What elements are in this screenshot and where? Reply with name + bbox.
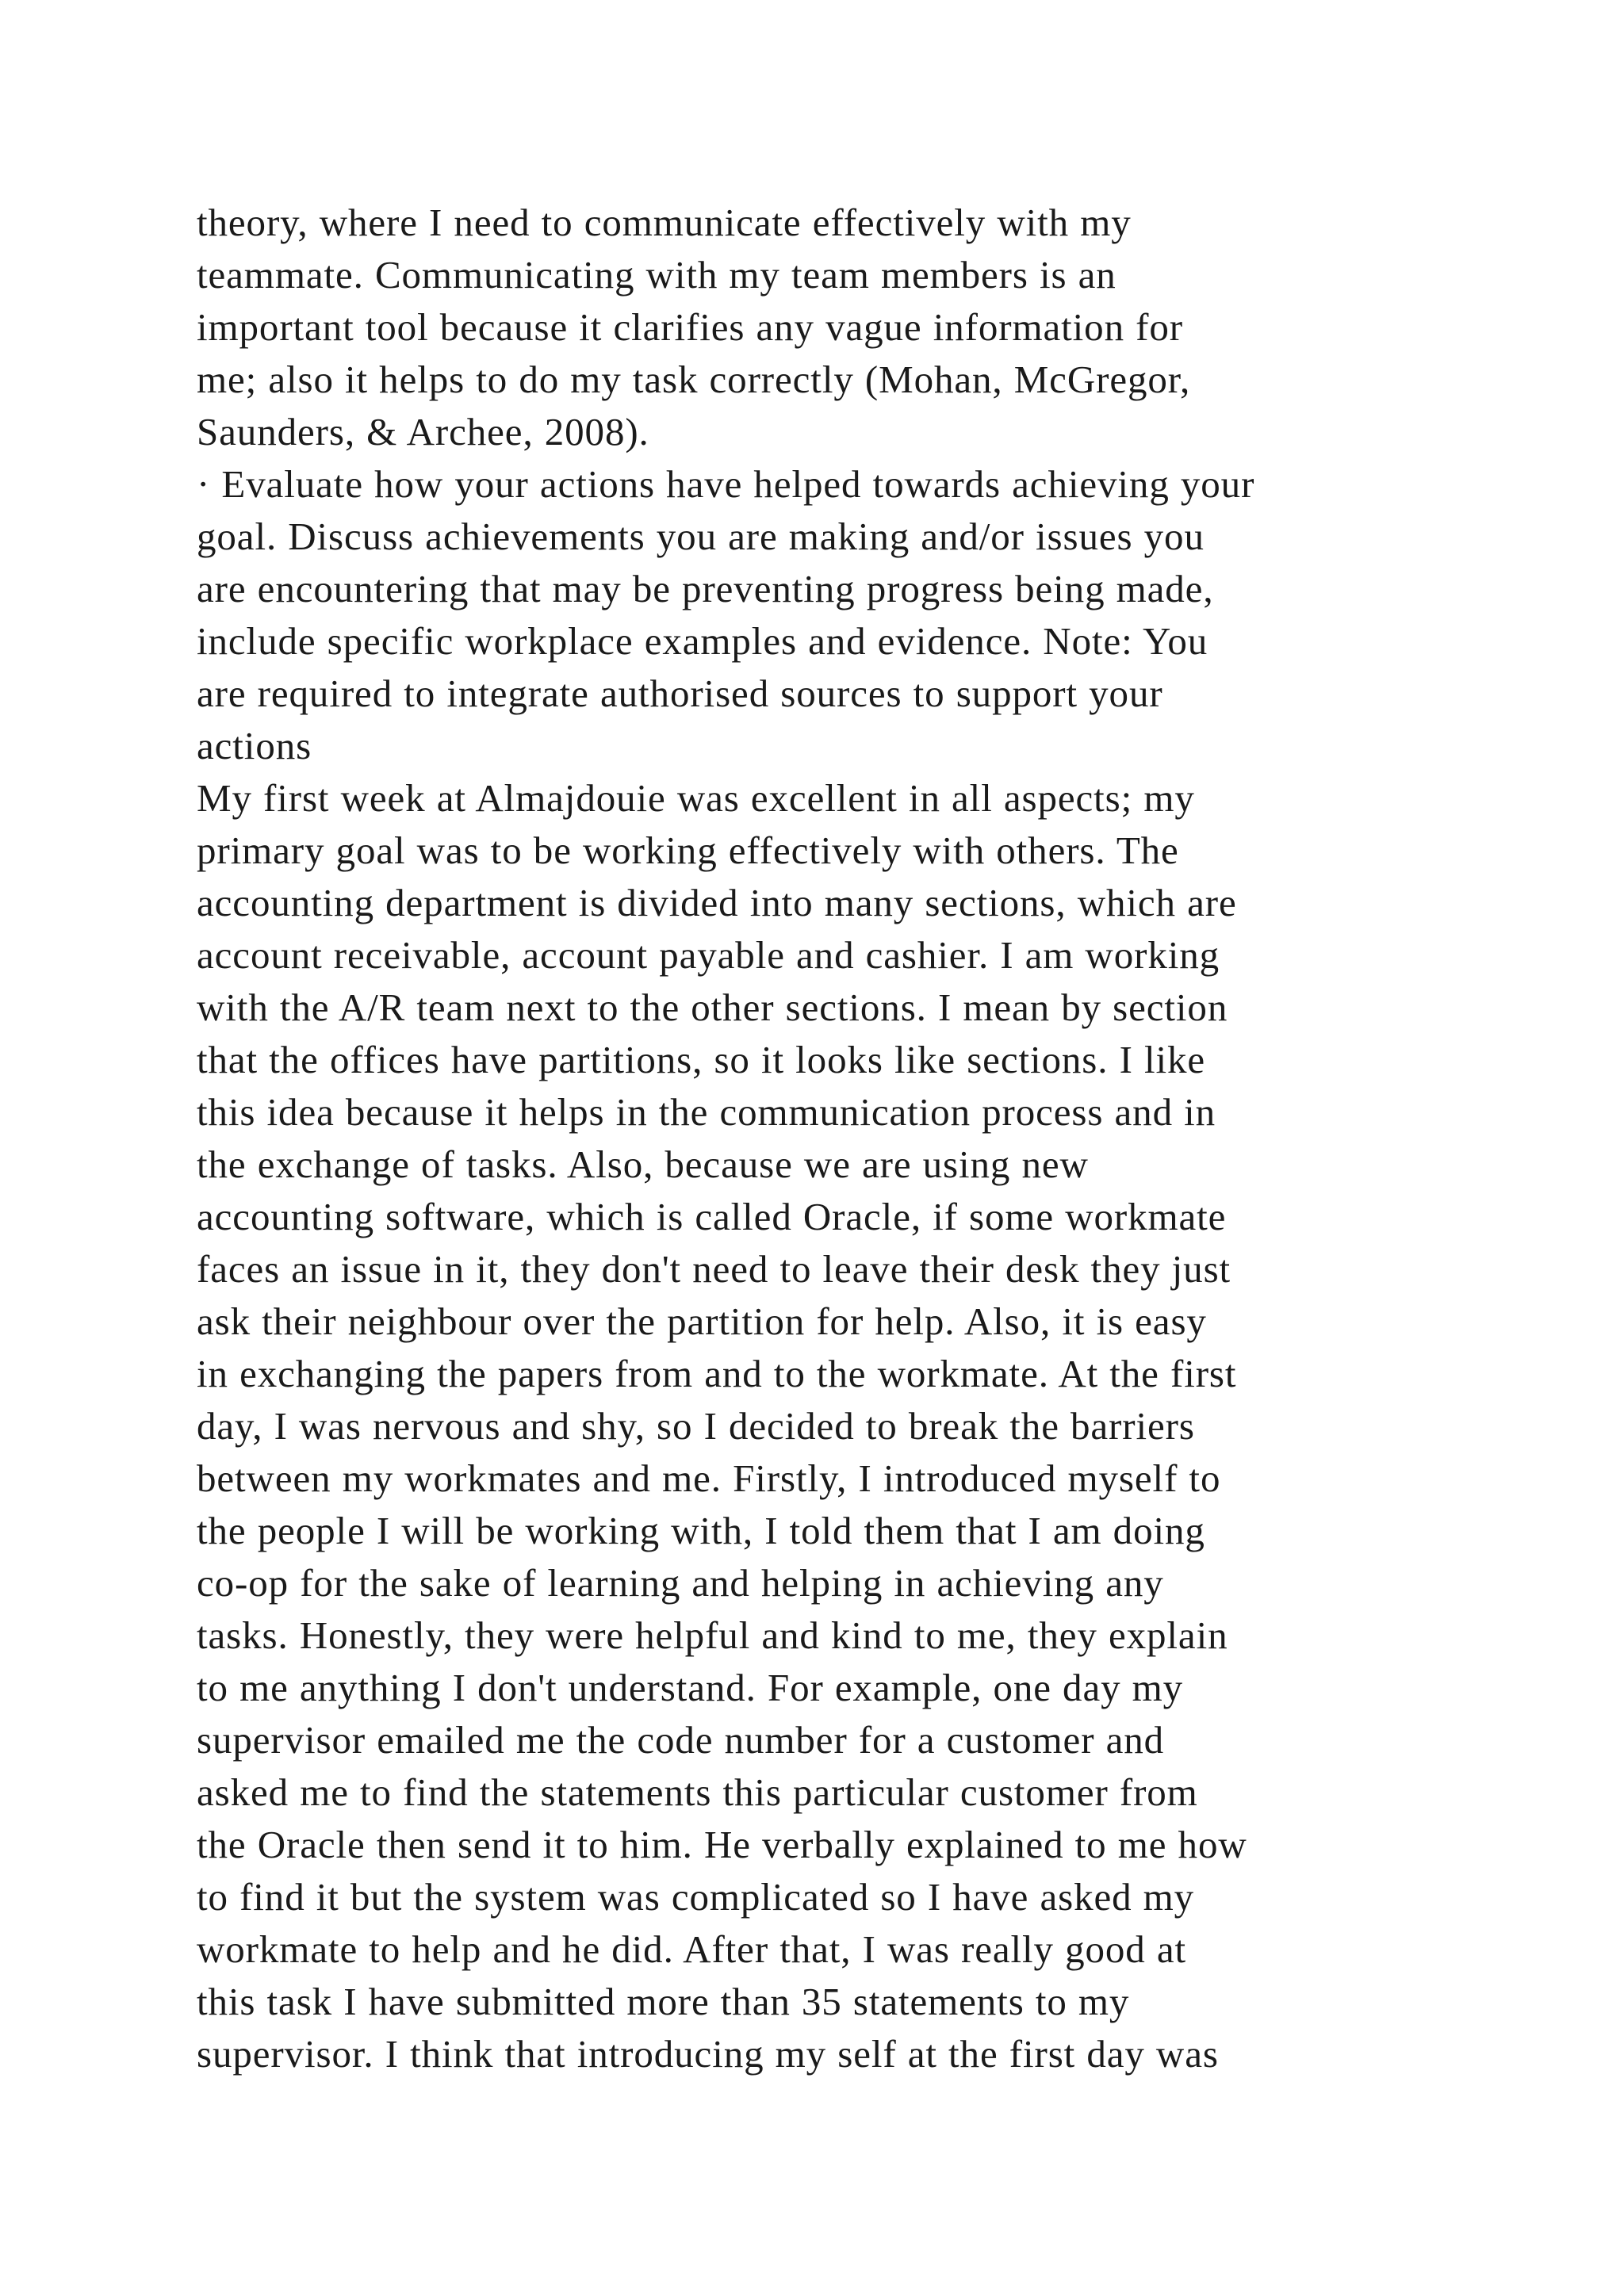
text-line: Saunders, & Archee, 2008).	[197, 410, 649, 453]
text-line: asked me to find the statements this particular customer from	[197, 1770, 1198, 1814]
text-line: are required to integrate authorised sources to support your	[197, 672, 1163, 715]
text-line: day, I was nervous and shy, so I decided to break the barriers	[197, 1404, 1195, 1448]
text-line: goal. Discuss achievements you are making and/or issues you	[197, 515, 1205, 558]
text-line: with the A/R team next to the other sections. I mean by section	[197, 985, 1228, 1029]
text-line: primary goal was to be working effectively with others. The	[197, 828, 1179, 872]
text-line: tasks. Honestly, they were helpful and kind to me, they explain	[197, 1613, 1228, 1657]
text-line: are encountering that may be preventing progress being made,	[197, 567, 1214, 610]
text-line: ask their neighbour over the partition for help. Also, it is easy	[197, 1299, 1207, 1343]
text-line: this task I have submitted more than 35 statements to my	[197, 1980, 1130, 2023]
text-line: actions	[197, 724, 312, 767]
text-line: supervisor emailed me the code number for a customer and	[197, 1718, 1165, 1762]
paragraph-start-line: My first week at Almajdouie was excellent in all aspects; my	[197, 776, 1195, 820]
text-line: to find it but the system was complicated so I have asked my	[197, 1875, 1195, 1919]
text-line: the people I will be working with, I told them that I am doing	[197, 1509, 1205, 1552]
text-line: co-op for the sake of learning and helping in achieving any	[197, 1561, 1164, 1605]
text-line: teammate. Communicating with my team members is an	[197, 253, 1116, 297]
text-line: in exchanging the papers from and to the workmate. At the first	[197, 1352, 1237, 1395]
text-line: workmate to help and he did. After that, I was really good at	[197, 1927, 1186, 1971]
text-line: this idea because it helps in the communication process and in	[197, 1090, 1216, 1134]
text-line: include specific workplace examples and evidence. Note: You	[197, 619, 1208, 663]
text-line: faces an issue in it, they don't need to leave their desk they just	[197, 1247, 1231, 1291]
text-line: to me anything I don't understand. For example, one day my	[197, 1666, 1184, 1709]
body-text	[197, 197, 1529, 2080]
text-line: between my workmates and me. Firstly, I introduced myself to	[197, 1456, 1221, 1500]
text-line: that the offices have partitions, so it looks like sections. I like	[197, 1038, 1206, 1081]
text-line: theory, where I need to communicate effectively with my	[197, 201, 1132, 244]
text-line: accounting software, which is called Oracle, if some workmate	[197, 1195, 1227, 1238]
text-line: me; also it helps to do my task correctly (Mohan, McGregor,	[197, 358, 1191, 401]
text-line: account receivable, account payable and cashier. I am working	[197, 933, 1220, 977]
text-line: supervisor. I think that introducing my self at the first day was	[197, 2032, 1219, 2076]
text-line: important tool because it clarifies any vague information for	[197, 305, 1183, 349]
bullet-prompt-line: · Evaluate how your actions have helped towards achieving your	[197, 462, 1255, 506]
text-line: the Oracle then send it to him. He verbally explained to me how	[197, 1823, 1247, 1866]
text-line: accounting department is divided into many sections, which are	[197, 881, 1237, 924]
text-line: the exchange of tasks. Also, because we are using new	[197, 1142, 1089, 1186]
